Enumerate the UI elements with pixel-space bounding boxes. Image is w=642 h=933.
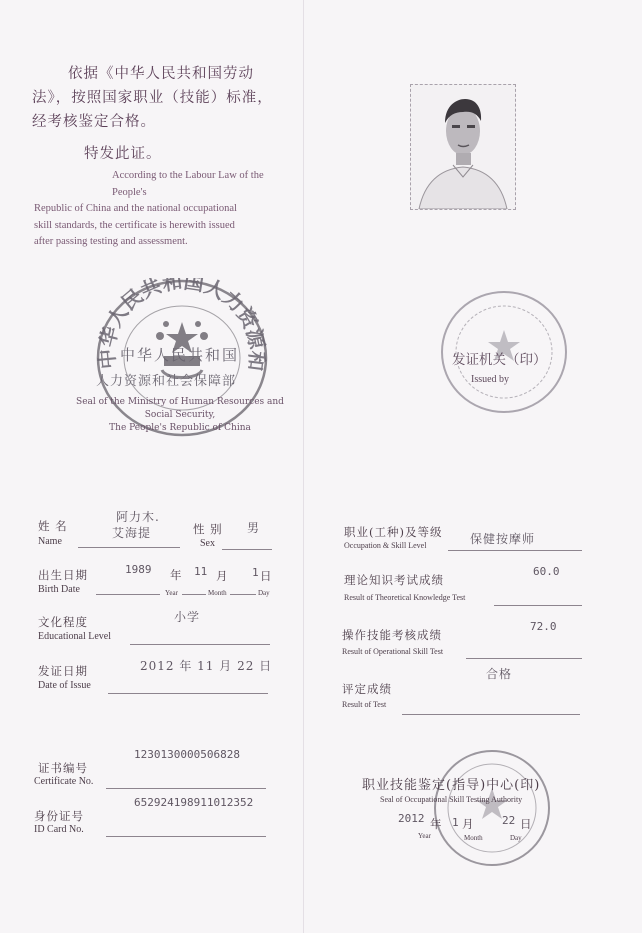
ministry-seal-ring-text: 中华人民共和国人力资源和 — [96, 278, 268, 373]
birth-month-unit: 月 — [216, 569, 229, 583]
intro-chinese — [32, 62, 283, 134]
issue-date-label-en: Date of Issue — [38, 680, 91, 691]
issue-date-underline — [108, 693, 268, 694]
certificate-number-value: 1230130000506828 — [134, 748, 240, 761]
sex-label-cn: 性 别 — [193, 522, 223, 536]
intro-cn-line: 法》，按照国家职业（技能）标准， — [32, 90, 273, 106]
theory-score-label-cn: 理论知识考试成绩 — [344, 573, 444, 587]
birth-year-unit: 年 — [170, 568, 183, 582]
intro-cn-issue: 特发此证。 — [84, 146, 162, 162]
sex-underline — [222, 549, 272, 550]
testing-center-en: Seal of Occupational Skill Testing Authority — [380, 795, 523, 804]
birth-year-underline — [96, 594, 160, 595]
sign-month: 1 — [452, 816, 459, 829]
result-label-cn: 评定成绩 — [342, 682, 392, 696]
sign-year-unit: 年 — [430, 817, 443, 831]
result-underline — [402, 714, 580, 715]
issued-by-cn: 发证机关（印） — [452, 352, 547, 368]
result-value: 合格 — [486, 667, 513, 681]
seal-caption-cn-top: 中华人民共和国 — [120, 346, 240, 364]
certificate-number-label-cn: 证书编号 — [38, 761, 88, 775]
seal-caption-en — [62, 396, 298, 435]
sign-year: 2012 — [398, 812, 425, 825]
name-underline — [78, 547, 180, 548]
theory-score-value: 60.0 — [533, 565, 560, 578]
fold-line-top — [303, 0, 304, 463]
skill-score-value: 72.0 — [530, 620, 557, 633]
name-value-line2: 艾海提 — [112, 526, 152, 540]
intro-en-line: after passing testing and assessment. — [34, 236, 188, 247]
sign-month-unit: 月 — [462, 817, 475, 831]
skill-score-label-cn: 操作技能考核成绩 — [342, 628, 442, 642]
intro-en-line: According to the Labour Law of the People's — [112, 170, 264, 198]
theory-score-underline — [494, 605, 582, 606]
fold-line-bottom — [303, 463, 304, 933]
sign-month-label-en: Month — [464, 834, 483, 842]
education-label-cn: 文化程度 — [38, 615, 88, 629]
birth-day-unit: 日 — [260, 569, 273, 583]
skill-score-label-en: Result of Operational Skill Test — [342, 647, 444, 656]
id-card-underline — [106, 836, 266, 837]
testing-center-cn: 职业技能鉴定(指导)中心(印) — [362, 778, 541, 793]
skill-score-underline — [466, 658, 582, 659]
testing-authority-seal — [432, 748, 552, 868]
education-underline — [130, 644, 270, 645]
sign-day: 22 — [502, 814, 516, 827]
occupation-label-en: Occupation & Skill Level — [344, 541, 427, 550]
name-label-en: Name — [38, 536, 62, 547]
birth-month-underline — [182, 594, 206, 595]
birth-year: 1989 — [125, 563, 152, 576]
occupation-value: 保健按摩师 — [470, 532, 536, 546]
sign-day-label-en: Day — [510, 834, 522, 842]
intro-cn-line: 经考核鉴定合格。 — [32, 114, 156, 130]
occupation-underline — [448, 550, 582, 551]
intro-en-line: Republic of China and the national occupational — [34, 203, 237, 214]
theory-score-label-en: Result of Theoretical Knowledge Test — [344, 593, 466, 602]
seal-caption-en-line: The People's Republic of China — [109, 423, 251, 433]
birth-day-underline — [230, 594, 256, 595]
intro-english — [34, 168, 280, 251]
name-value-line1: 阿力木. — [116, 510, 160, 524]
sign-year-label-en: Year — [418, 832, 431, 840]
issued-by-en: Issued by — [471, 374, 510, 385]
testing-seal-graphic — [432, 748, 552, 868]
certificate-number-underline — [106, 788, 266, 789]
day-label-en: Day — [258, 589, 270, 597]
seal-caption-cn-bottom: 人力资源和社会保障部 — [96, 374, 237, 389]
sex-label-en: Sex — [200, 538, 215, 549]
month-label-en: Month — [208, 589, 227, 597]
sign-day-unit: 日 — [520, 817, 533, 831]
birth-month: 11 — [194, 565, 208, 578]
id-card-label-cn: 身份证号 — [34, 809, 84, 823]
seal-caption-en-line: Seal of the Ministry of Human Resources and Social Security, — [76, 397, 284, 420]
issue-date-value: 2012 年 11 月 22 日 — [140, 659, 273, 673]
holder-photo — [410, 84, 516, 210]
name-label-cn: 姓 名 — [38, 519, 68, 533]
intro-cn-line: 依据《中华人民共和国劳动 — [68, 66, 254, 82]
birth-label-cn: 出生日期 — [38, 568, 88, 582]
occupation-label-cn: 职业(工种)及等级 — [344, 525, 443, 539]
education-value: 小学 — [174, 610, 201, 624]
id-card-value: 652924198911012352 — [134, 796, 254, 809]
issue-date-label-cn: 发证日期 — [38, 664, 88, 678]
birth-day: 1 — [252, 566, 259, 579]
portrait-image — [411, 85, 515, 209]
certificate-number-label-en: Certificate No. — [34, 776, 94, 787]
education-label-en: Educational Level — [38, 631, 112, 642]
birth-label-en: Birth Date — [38, 584, 80, 595]
year-label-en: Year — [165, 589, 178, 597]
result-label-en: Result of Test — [342, 700, 387, 709]
id-card-label-en: ID Card No. — [34, 824, 84, 835]
sex-value: 男 — [247, 521, 261, 535]
intro-en-line: skill standards, the certificate is herewith issued — [34, 219, 235, 231]
